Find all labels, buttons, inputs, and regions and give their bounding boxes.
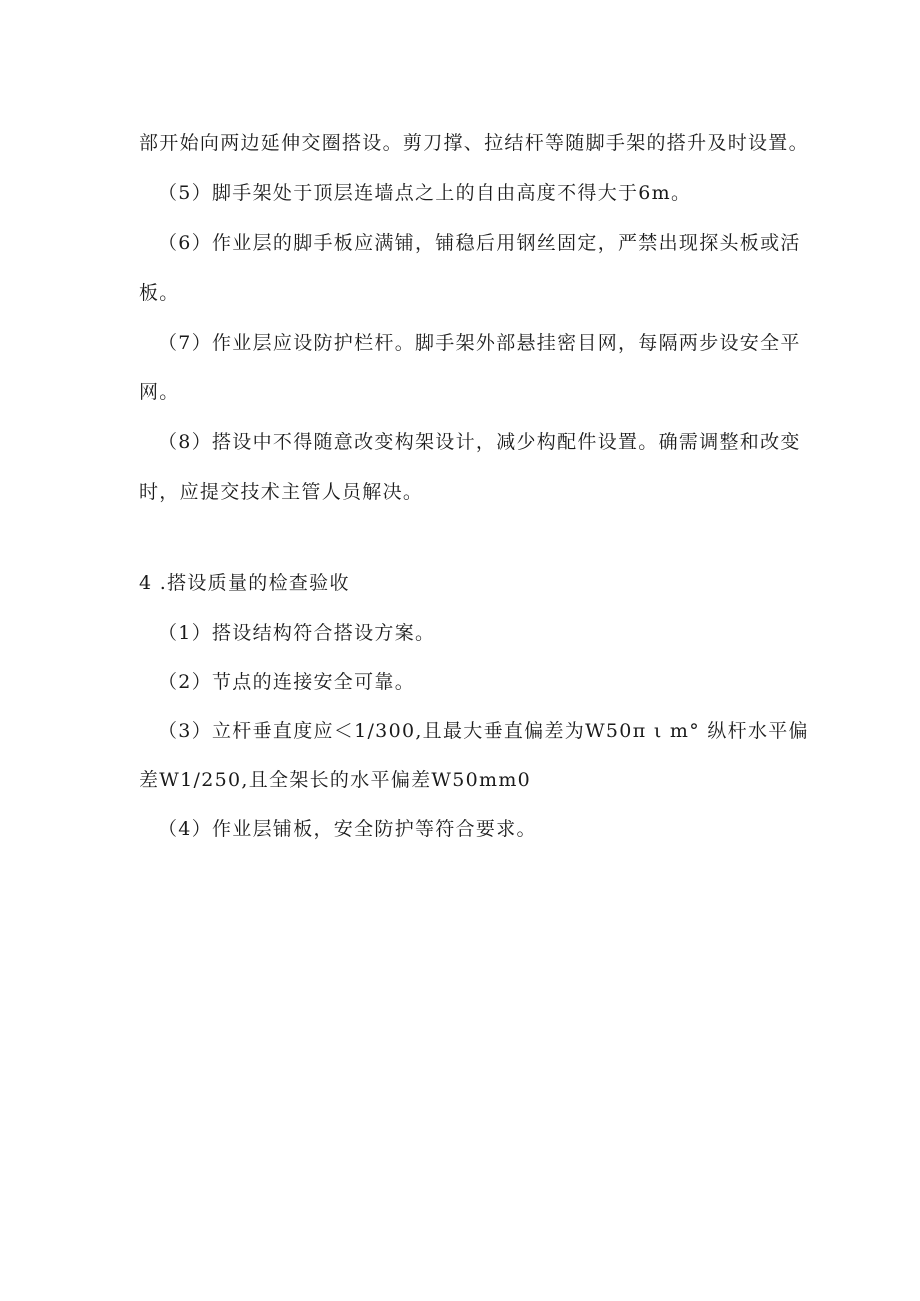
paragraph-line: （4）作业层铺板，安全防护等符合要求。 — [158, 818, 537, 840]
section-heading: 4 .搭设质量的检查验收 — [139, 572, 350, 594]
paragraph-line: 板。 — [139, 282, 180, 304]
paragraph-line: 时，应提交技术主管人员解决。 — [139, 481, 424, 503]
paragraph-line: （1）搭设结构符合搭设方案。 — [158, 622, 436, 644]
paragraph-line: （8）搭设中不得随意改变构架设计，减少构配件设置。确需调整和改变 — [158, 431, 801, 453]
paragraph-line: （5）脚手架处于顶层连墙点之上的自由高度不得大于6m。 — [158, 182, 692, 204]
paragraph-line: 差W1/250,且全架长的水平偏差W50mm0 — [139, 769, 532, 791]
paragraph-line: （3）立杆垂直度应＜1/300,且最大垂直偏差为W50π ι m° 纵杆水平偏 — [158, 720, 809, 742]
paragraph-line: 部开始向两边延伸交圈搭设。剪刀撑、拉结杆等随脚手架的搭升及时设置。 — [139, 132, 809, 154]
paragraph-line: 网。 — [139, 381, 180, 403]
paragraph-line: （6）作业层的脚手板应满铺，铺稳后用钢丝固定，严禁出现探头板或活 — [158, 232, 801, 254]
paragraph-line: （2）节点的连接安全可靠。 — [158, 671, 415, 693]
paragraph-line: （7）作业层应设防护栏杆。脚手架外部悬挂密目网，每隔两步设安全平 — [158, 332, 801, 354]
